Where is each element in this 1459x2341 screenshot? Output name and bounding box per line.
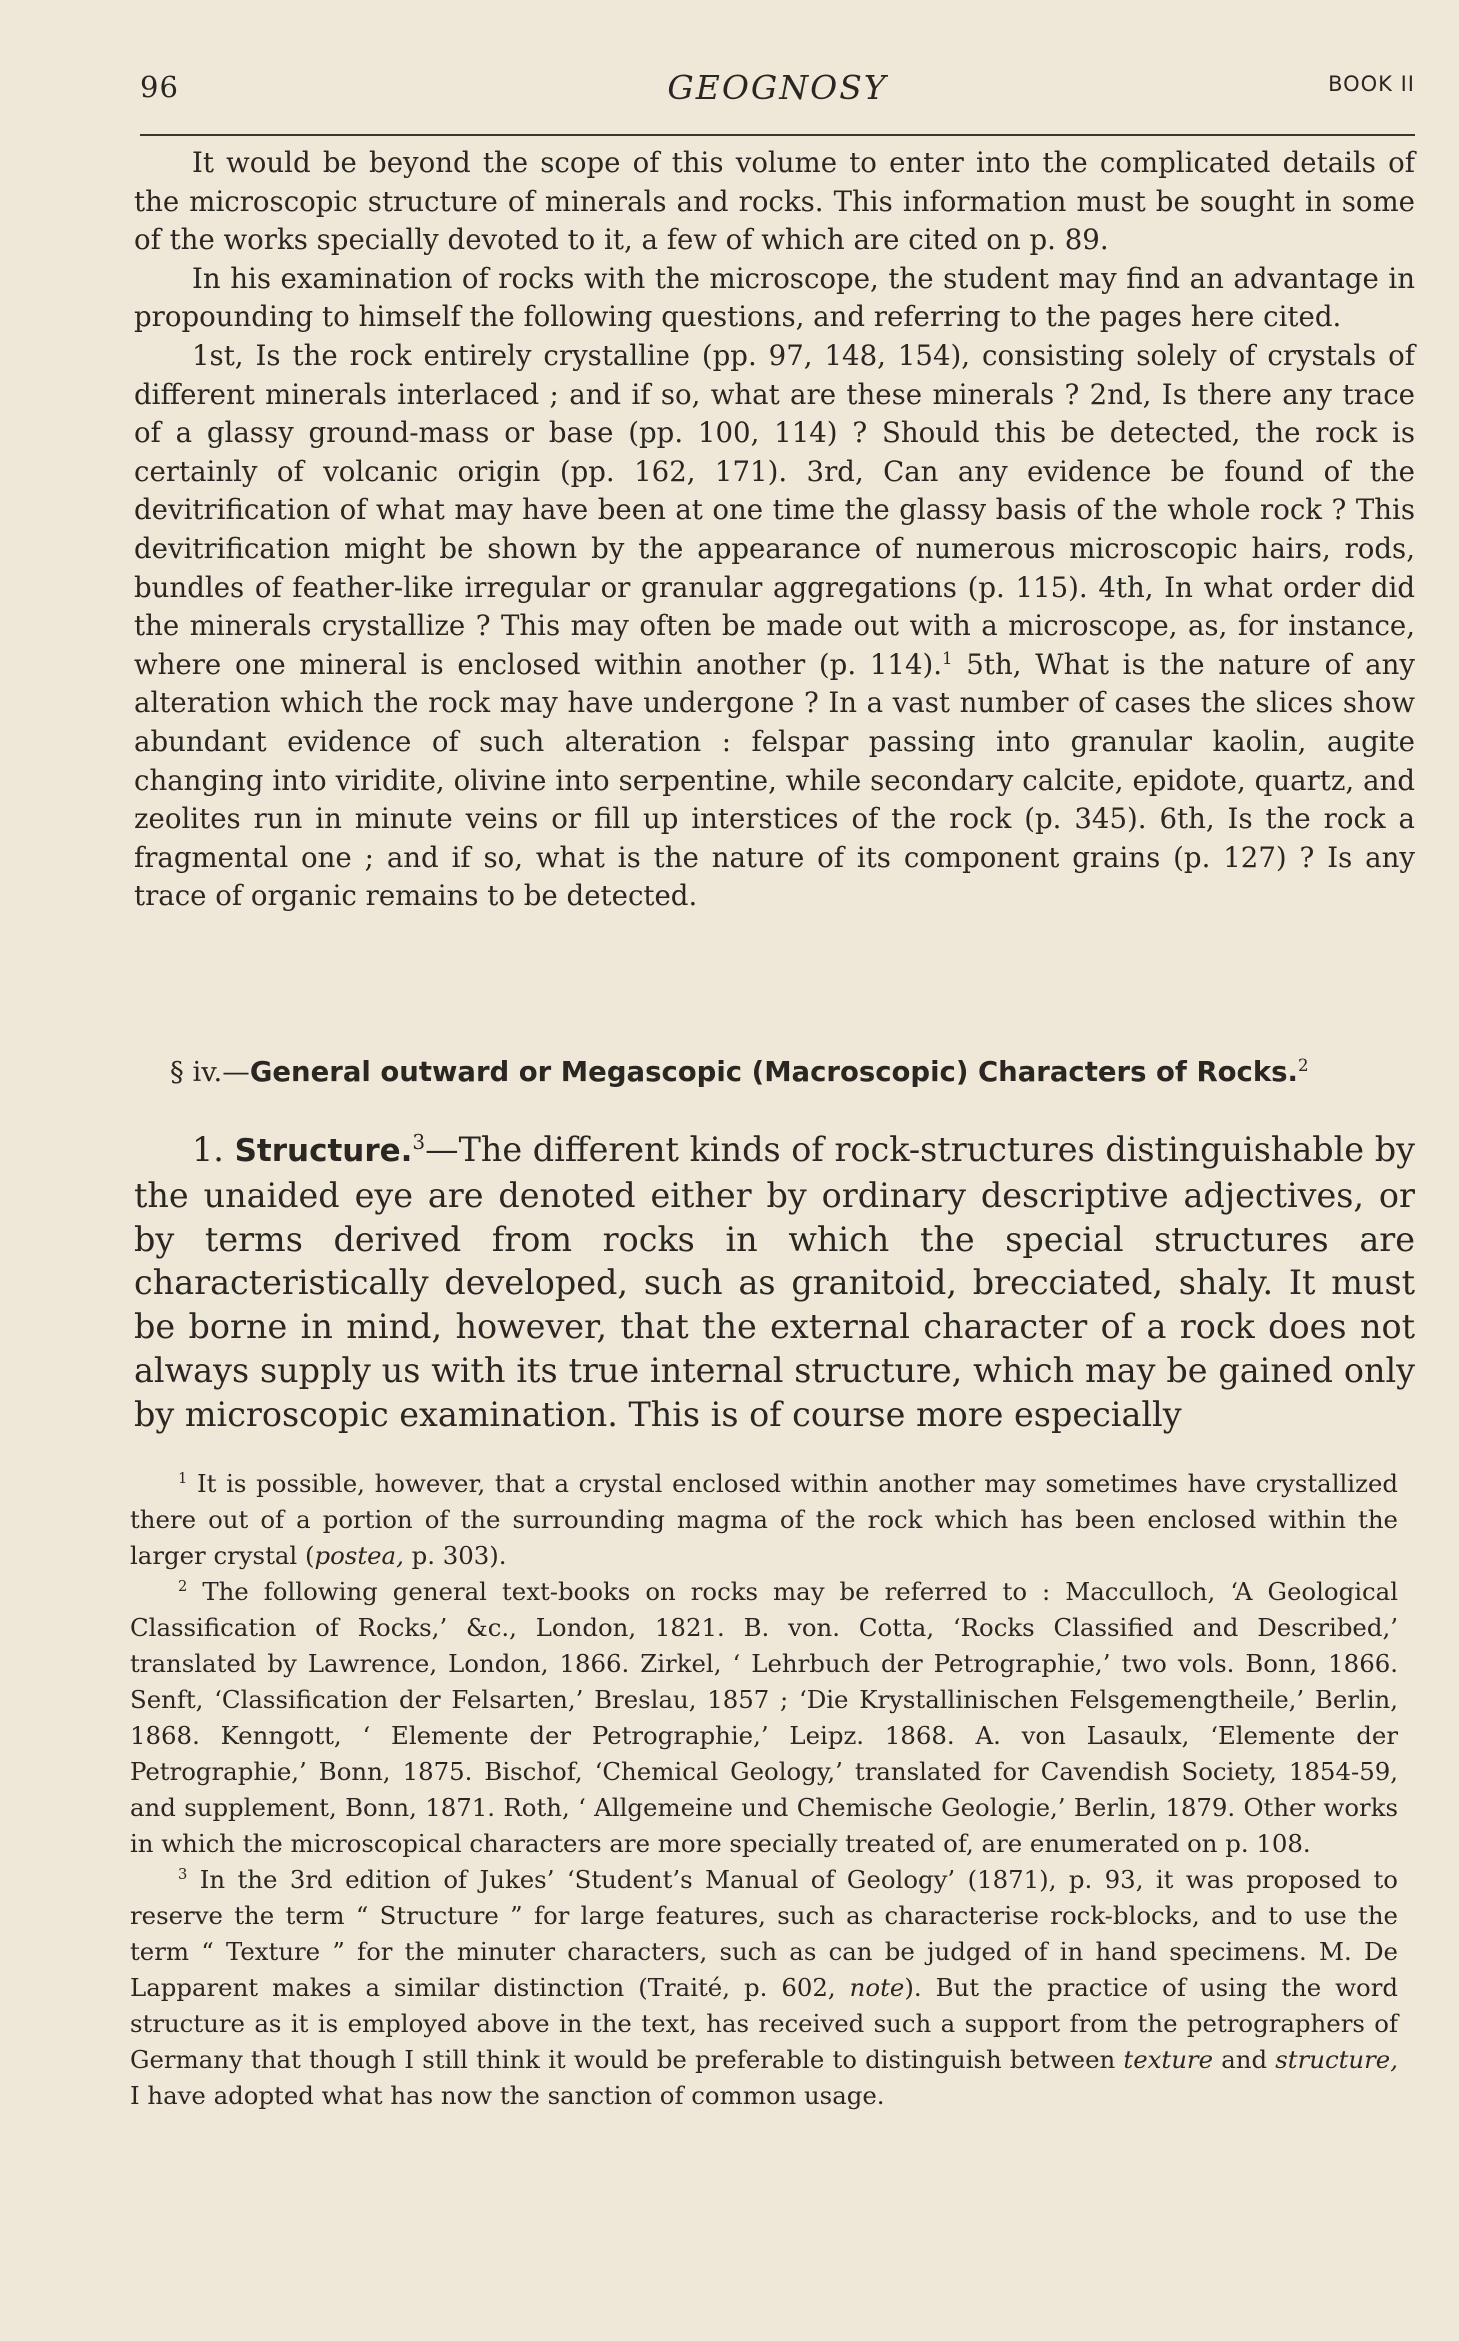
footnote-text: p. 303).	[403, 1541, 507, 1570]
footnote-mark: 1	[178, 1469, 188, 1487]
footnote-text: It is possible, however, that a crystal enclosed within another may sometimes have crystallized there out of a portion of the surrounding magma of the rock which has been enclosed within the larger crystal (	[130, 1469, 1398, 1570]
footnote-mark: 2	[178, 1577, 188, 1595]
paragraph	[134, 1128, 1415, 1437]
running-header	[140, 66, 1415, 112]
footnote-1	[130, 1466, 1398, 1574]
footnote-text: ). But the practice of using the word structure as it is employed above in the text, has received such a support from the petrographers of Germany that though I still think it would be preferable to distinguish between	[130, 1973, 1398, 2074]
book-label: BOOK II	[1328, 72, 1415, 96]
subsection-number: 1.	[192, 1130, 235, 1169]
paragraph	[134, 337, 1415, 916]
footnote-3	[130, 1862, 1398, 2114]
section-title: General outward or Megascopic (Macroscopic) Characters of Rocks.	[249, 1056, 1298, 1088]
footnote-text: and	[1213, 2045, 1276, 2074]
footnote-italic: postea,	[314, 1541, 404, 1570]
running-title: GEOGNOSY	[667, 68, 888, 107]
intro-text	[134, 144, 1415, 916]
footnote-ref: 1	[942, 648, 953, 668]
footnote-ref: 2	[1297, 1055, 1309, 1075]
footnote-ref: 3	[412, 1129, 426, 1154]
paragraph-text: 5th, What is the nature of any alteration which the rock may have undergone ? In a vast number of cases the slices show abundant evidence of such alteration : felspar passing into granular kaolin, augite changing into viridite, olivine into serpentine, while secondary calcite, epidote, quartz, and zeolites run in minute veins or fill up interstices of the rock (p. 345). 6th, Is the rock a fragmental one ; and if so, what is the nature of its component grains (p. 127) ? Is any trace of organic remains to be detected.	[134, 647, 1415, 913]
footnote-italic: texture	[1123, 2045, 1214, 2074]
footnotes	[130, 1466, 1398, 2114]
structure-text	[134, 1128, 1415, 1437]
footnote-italic: structure,	[1275, 2045, 1398, 2074]
header-rule	[140, 134, 1415, 136]
paragraph-text: 1st, Is the rock entirely crystalline (pp. 97, 148, 154), consisting solely of crystals of different minerals interlaced ; and if so, what are these minerals ? 2nd, Is there any trace of a glassy ground-mass or base (pp. 100, 114) ? Should this be detected, the rock is certainly of volcanic origin (pp. 162, 171). 3rd, Can any evidence be found of the devitrification of what may have been at one time the glassy basis of the whole rock ? This devitrification might be shown by the appearance of numerous microscopic hairs, rods, bundles of feather-like irregular or granular aggregations (p. 115). 4th, In what order did the minerals crystallize ? This may often be made out with a microscope, as, for instance, where one mineral is enclosed within another (p. 114).	[134, 338, 1415, 681]
subsection-heading: Structure.	[234, 1133, 413, 1169]
paragraph: In his examination of rocks with the microscope, the student may find an advantage in propounding to himself the following questions, and referring to the pages here cited.	[134, 261, 1415, 334]
page-number: 96	[140, 70, 179, 104]
footnote-text: In the 3rd edition of Jukes’ ‘Student’s Manual of Geology’ (1871), p. 93, it was proposed to reserve the term “ Structure ” for large features, such as characterise rock-blocks, and to use the term “ Texture ” for the minuter characters, such as can be judged of in hand specimens. M. De Lapparent makes a similar distinction (Traité, p. 602,	[130, 1865, 1398, 2002]
footnote-italic: note	[849, 1973, 905, 2002]
section-number: § iv.—	[170, 1056, 250, 1088]
section-heading	[170, 1052, 1390, 1092]
footnote-text: I have adopted what has now the sanction of common usage.	[130, 2081, 885, 2110]
footnote-mark: 3	[178, 1865, 188, 1883]
footnote-2	[130, 1574, 1398, 1862]
paragraph-text: —The different kinds of rock-structures distinguishable by the unaided eye are denoted either by ordinary descriptive adjectives, or by terms derived from rocks in which the special structures are characteristically developed, such as granitoid, brecciated, shaly. It must be borne in mind, however, that the external character of a rock does not always supply us with its true internal structure, which may be gained only by microscopic examination. This is of course more especially	[134, 1130, 1415, 1434]
footnote-text: The following general text-books on rocks may be referred to : Macculloch, ‘A Geological Classification of Rocks,’ &c., London, 1821. B. von. Cotta, ‘Rocks Classified and Described,’ translated by Lawrence, London, 1866. Zirkel, ‘ Lehrbuch der Petrographie,’ two vols. Bonn, 1866. Senft, ‘Classification der Felsarten,’ Breslau, 1857 ; ‘Die Krystallinischen Felsgemengtheile,’ Berlin, 1868. Kenngott, ‘ Elemente der Petrographie,’ Leipz. 1868. A. von Lasaulx, ‘Elemente der Petrographie,’ Bonn, 1875. Bischof, ‘Chemical Geology,’ translated for Cavendish Society, 1854-59, and supplement, Bonn, 1871. Roth, ‘ Allgemeine und Chemische Geologie,’ Berlin, 1879. Other works in which the microscopical characters are more specially treated of, are enumerated on p. 108.	[130, 1577, 1398, 1858]
paragraph: It would be beyond the scope of this volume to enter into the complicated details of the microscopic structure of minerals and rocks. This information must be sought in some of the works specially devoted to it, a few of which are cited on p. 89.	[134, 146, 1415, 257]
